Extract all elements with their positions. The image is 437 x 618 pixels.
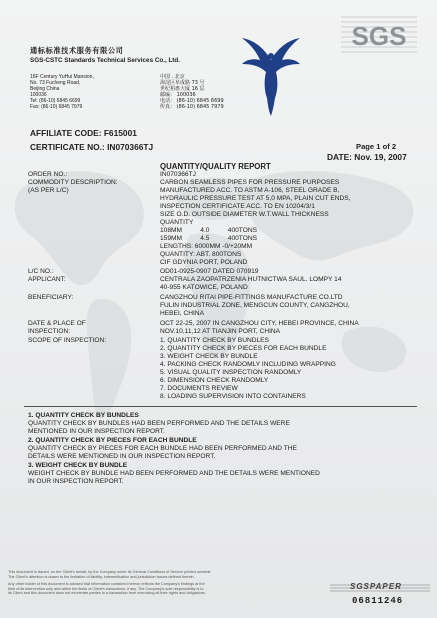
commodity-line: QUANTITY xyxy=(160,219,194,226)
beneficiary-label: BENEFICIARY: xyxy=(28,294,74,301)
report-title: QUANTITY/QUALITY REPORT xyxy=(160,162,271,171)
sgs-logo xyxy=(341,13,417,57)
footer-line: Any other holder of this document is advised that information contained hereon reflects the Company's findings at the xyxy=(8,582,205,587)
sgspaper-stamp xyxy=(330,581,430,593)
scope-item: 7. DOCUMENTS REVIEW xyxy=(160,385,238,392)
commodity-line: CIF GDYNIA PORT, POLAND xyxy=(160,259,248,266)
result-line: WEIGHT CHECK BY BUNDLE HAD BEEN PERFORMED AND THE DETAILS WERE MENTIONED xyxy=(28,470,320,477)
lc-value: OD01-0925-0907 DATED 070919 xyxy=(160,268,259,275)
address-en-line: 100036 xyxy=(30,92,47,98)
result-heading: 3. WEIGHT CHECK BY BUNDLE xyxy=(28,462,128,469)
result-line: QUANTITY CHECK BY BUNDLES HAD BEEN PERFORMED AND THE DETAILS WERE xyxy=(28,420,290,427)
result-line: QUANTITY CHECK BY PIECES FOR EACH BUNDLE HAD BEEN PERFORMED AND THE xyxy=(28,445,297,452)
company-name-cn: 通标标准技术服务有限公司 xyxy=(30,46,124,55)
address-en-line: Tel: (86-10) 6845 6699 xyxy=(30,98,81,104)
footer-line: its Client and this document does not exonerate parties to a transaction from exercising all their rights and obligations. xyxy=(8,591,206,596)
result-line: MENTIONED IN OUR INSPECTION REPORT. xyxy=(28,428,165,435)
scope-item: 1. QUANTITY CHECK BY BUNDLES xyxy=(160,337,269,344)
commodity-line: CARBON SEAMLESS PIPES FOR PRESSURE PURPOSES xyxy=(160,179,340,186)
address-cn-line: 世纪裕惠大厦 16 层 xyxy=(160,86,205,92)
address-en-line: No. 73 Fucheng Road, xyxy=(30,80,81,86)
company-name-en: SGS-CSTC Standards Technical Services Co., Ltd. xyxy=(30,57,180,64)
beneficiary-line: HEBEI, CHINA xyxy=(160,310,204,317)
address-cn-line: 电话： (86-10) 6845 6699 xyxy=(160,98,224,104)
result-line: IN OUR INSPECTION REPORT. xyxy=(28,478,124,485)
scope-item: 8. LOADING SUPERVISION INTO CONTAINERS xyxy=(160,393,306,400)
scope-item: 5. VISUAL QUALITY INSPECTION RANDOMLY xyxy=(160,369,302,376)
order-label: ORDER NO.: xyxy=(28,171,68,178)
applicant-line: 40-955 KATOWICE, POLAND xyxy=(160,284,248,291)
address-cn-line: 邮编： 100036 xyxy=(160,92,196,98)
serial-number: 06811246 xyxy=(352,596,404,606)
affiliate-code: AFFILIATE CODE: F615001 xyxy=(30,128,137,138)
applicant-label: APPLICANT: xyxy=(28,276,66,283)
result-line: DETAILS WERE MENTIONED IN OUR INSPECTION REPORT. xyxy=(28,453,216,460)
result-heading: 2. QUANTITY CHECK BY PIECES FOR EACH BUNDLE xyxy=(28,437,197,444)
commodity-label-note: (AS PER L/C) xyxy=(28,187,69,194)
result-heading: 1. QUANTITY CHECK BY BUNDLES xyxy=(28,412,139,419)
footer-line: The Client's attention is drawn to the limitation of liability, indemnification and jurisdiction issues defined therein. xyxy=(8,574,195,579)
commodity-line: HYDRAULIC PRESSURE TEST AT 5,0 MPA, PLAIN CUT ENDS, xyxy=(160,195,351,202)
commodity-line: 108MM 4.0 400TONS xyxy=(160,227,257,234)
footer-disclaimer xyxy=(8,570,211,596)
order-value: IN070366TJ xyxy=(160,171,196,178)
scope-item: 3. WEIGHT CHECK BY BUNDLE xyxy=(160,353,258,360)
address-en xyxy=(30,74,94,110)
lc-label: L/C NO.: xyxy=(28,268,54,275)
applicant-line: CENTRALA ZAOPATRZENIA HUTNICTWA SAUL. LOMPY 14 xyxy=(160,276,342,283)
address-en-line: Fax: (86-10) 6845 7979 xyxy=(30,104,83,110)
sgspaper-text: SGSPAPER xyxy=(350,582,402,591)
scope-item: 2. QUANTITY CHECK BY PIECES FOR EACH BUNDLE xyxy=(160,345,327,352)
commodity-line: 159MM 4.5 400TONS xyxy=(160,235,257,242)
address-cn-line: 传真： (86-10) 6845 7979 xyxy=(160,104,224,110)
date-place-line: OCT 22-25, 2007 IN CANGZHOU CITY, HEBEI PROVINCE, CHINA xyxy=(160,320,359,327)
beneficiary-line: CANGZHOU RITAI PIPE-FITTINGS MANUFACTURE CO.LTD xyxy=(160,294,343,301)
commodity-line: LENGTHS: 6000MM -0/+20MM xyxy=(160,243,253,250)
address-cn-line: 海淀区阜成路 73 号 xyxy=(160,80,205,86)
commodity-label: COMMODITY DESCRIPTION: xyxy=(28,179,118,186)
address-en-line: 16F Century YuHui Mansion, xyxy=(30,74,94,80)
commodity-line: QUANTITY: ABT. 800TONS xyxy=(160,251,242,258)
address-cn-line: 中国 . 北京 xyxy=(160,74,185,80)
page-indicator: Page 1 of 2 xyxy=(356,142,397,151)
footer-line: This document is issued, on the Client's behalf, by the Company under its General Conditions of Service printed overleaf. xyxy=(8,570,212,574)
date-place-label-2: INSPECTION: xyxy=(28,328,71,335)
date-place-label: DATE & PLACE OF xyxy=(28,320,86,327)
commodity-line: SIZE O.D. OUTSIDE DIAMETER W.T.WALL THICKNESS xyxy=(160,211,329,218)
scope-label: SCOPE OF INSPECTION: xyxy=(28,337,107,344)
section-divider xyxy=(24,406,417,407)
beneficiary-line: FULIN INDUSTRIAL ZONE, MENGCUN COUNTY, CANGZHOU, xyxy=(160,302,350,309)
address-en-line: Beijing China xyxy=(30,86,60,92)
sgs-logo-text: SGS xyxy=(351,21,407,51)
certificate-number: CERTIFICATE NO.: IN070366TJ xyxy=(30,142,154,152)
issue-date: DATE: Nov. 19, 2007 xyxy=(327,152,407,162)
address-cn xyxy=(160,74,224,110)
date-place-line: NOV.10,11,12 AT TIANJIN PORT, CHINA xyxy=(160,328,281,335)
eagle-logo-icon xyxy=(240,18,302,118)
commodity-line: MANUFACTURED ACC. TO ASTM A-106, STEEL GRADE B, xyxy=(160,187,340,194)
scope-item: 6. DIMENSION CHECK RANDOMLY xyxy=(160,377,269,384)
footer-line: time of its intervention only and within the limits of Client's instructions, if any. The Company's sole responsibility is to xyxy=(8,586,204,591)
scope-item: 4. PACKING CHECK RANDOMLY INCLUDING WRAPPING xyxy=(160,361,336,368)
commodity-line: INSPECTION CERTIFICATE ACC. TO EN 10204/3/1 xyxy=(160,203,315,210)
